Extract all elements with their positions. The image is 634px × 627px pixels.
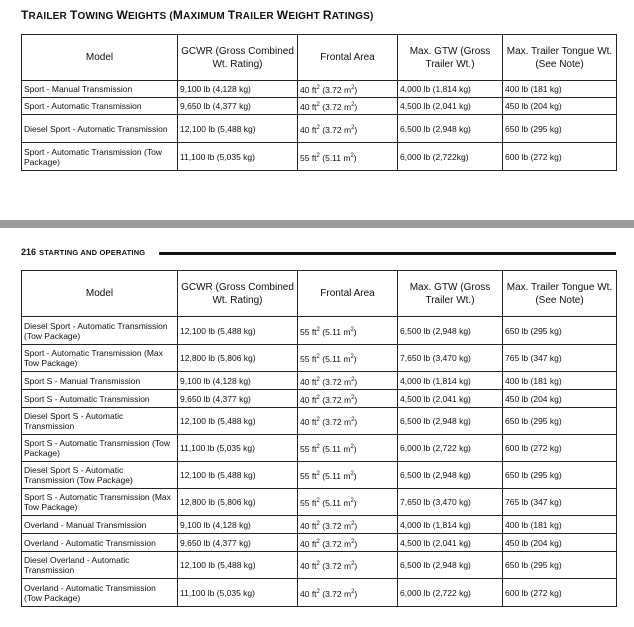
cell-text: ) bbox=[353, 497, 357, 508]
cell-text: 11,100 lb (5,035 kg) bbox=[180, 443, 255, 453]
towing-weights-table-1 bbox=[21, 34, 617, 171]
cell-frontal-area bbox=[298, 516, 398, 534]
superscript: 2 bbox=[316, 152, 320, 159]
cell-gcwr bbox=[178, 462, 298, 489]
cell-model bbox=[22, 516, 178, 534]
table-row bbox=[22, 516, 617, 534]
cell-max-gtw bbox=[398, 345, 503, 372]
cell-frontal-area bbox=[298, 579, 398, 607]
cell-text: 4,000 lb (1,814 kg) bbox=[400, 519, 471, 530]
cell-text: Sport S - Manual Transmission bbox=[24, 375, 141, 386]
cell-model bbox=[22, 462, 178, 489]
cell-gcwr bbox=[178, 143, 298, 171]
cell-max-gtw bbox=[398, 115, 503, 143]
superscript: 2 bbox=[316, 124, 320, 131]
cell-gcwr bbox=[178, 372, 298, 390]
cell-text: Overland - Manual Transmission bbox=[24, 519, 147, 530]
cell-text: 600 lb (272 kg) bbox=[505, 587, 562, 598]
cell-max-gtw bbox=[398, 408, 503, 435]
cell-text: 40 ft bbox=[300, 520, 317, 531]
table-row bbox=[22, 143, 617, 171]
cell-max-gtw bbox=[398, 552, 503, 579]
cell-text: Diesel Sport S - Automatic Transmission bbox=[24, 411, 124, 431]
cell-text: ) bbox=[353, 443, 357, 454]
cell-tongue-weight bbox=[503, 345, 617, 372]
cell-max-gtw bbox=[398, 143, 503, 171]
cell-text: 40 ft bbox=[300, 416, 317, 427]
cell-text: 12,100 lb (5,488 kg) bbox=[180, 560, 256, 570]
cell-tongue-weight bbox=[503, 390, 617, 408]
cell-text: ) bbox=[354, 84, 358, 95]
cell-model bbox=[22, 489, 178, 516]
col-tongue-weight: Max. Trailer Tongue Wt. (See Note) bbox=[503, 271, 617, 317]
cell-text: (3.72 m bbox=[319, 416, 352, 427]
cell-text: ) bbox=[354, 588, 358, 599]
cell-text: 11,100 lb (5,035 kg) bbox=[180, 587, 255, 598]
cell-max-gtw bbox=[398, 516, 503, 534]
cell-text: 55 ft bbox=[300, 326, 317, 337]
superscript: 2 bbox=[316, 561, 320, 568]
cell-text: ) bbox=[354, 124, 358, 135]
cell-gcwr bbox=[178, 408, 298, 435]
cell-gcwr bbox=[178, 552, 298, 579]
col-model: Model bbox=[22, 271, 178, 317]
cell-tongue-weight bbox=[503, 534, 617, 552]
cell-max-gtw bbox=[398, 372, 503, 390]
superscript: 2 bbox=[316, 354, 320, 361]
superscript: 2 bbox=[351, 376, 355, 383]
section-heading: TRAILER TOWING WEIGHTS (MAXIMUM TRAILER WEIGHT RATINGS) bbox=[21, 8, 374, 22]
table-row bbox=[22, 345, 617, 372]
cell-max-gtw bbox=[398, 579, 503, 607]
cell-text: 9,100 lb (4,128 kg) bbox=[180, 519, 251, 530]
cell-text: 6,000 lb (2,722 kg) bbox=[400, 443, 471, 453]
col-frontal-area: Frontal Area bbox=[298, 271, 398, 317]
cell-text: (3.72 m bbox=[319, 124, 352, 135]
cell-text: 4,000 lb (1,814 kg) bbox=[400, 375, 471, 386]
cell-text: 6,500 lb (2,948 kg) bbox=[400, 123, 471, 134]
superscript: 2 bbox=[316, 417, 320, 424]
cell-text: 650 lb (295 kg) bbox=[505, 123, 562, 134]
cell-text: (5.11 m bbox=[319, 353, 351, 364]
table-row bbox=[22, 489, 617, 516]
cell-frontal-area bbox=[298, 462, 398, 489]
superscript: 2 bbox=[316, 102, 320, 109]
table-row bbox=[22, 390, 617, 408]
cell-text: Sport S - Automatic Transmission (Max Tow Package) bbox=[24, 492, 171, 512]
cell-text: (3.72 m bbox=[319, 394, 352, 405]
cell-text: (5.11 m bbox=[319, 443, 351, 454]
cell-model bbox=[22, 143, 178, 171]
cell-text: 12,100 lb (5,488 kg) bbox=[180, 123, 256, 134]
superscript: 2 bbox=[316, 471, 320, 478]
cell-text: 40 ft bbox=[300, 588, 317, 599]
cell-text: 400 lb (181 kg) bbox=[505, 375, 562, 386]
table-2-body bbox=[22, 317, 617, 607]
cell-text: 4,500 lb (2,041 kg) bbox=[400, 537, 471, 548]
superscript: 2 bbox=[351, 85, 355, 92]
cell-text: 4,500 lb (2,041 kg) bbox=[400, 393, 471, 404]
cell-model bbox=[22, 534, 178, 552]
cell-frontal-area bbox=[298, 435, 398, 462]
cell-text: (5.11 m bbox=[319, 326, 351, 337]
cell-text: ) bbox=[353, 326, 357, 337]
superscript: 2 bbox=[351, 561, 355, 568]
col-model: Model bbox=[22, 35, 178, 81]
cell-text: Sport - Automatic Transmission bbox=[24, 101, 142, 111]
cell-frontal-area bbox=[298, 345, 398, 372]
cell-text: 650 lb (295 kg) bbox=[505, 416, 562, 426]
col-max-gtw: Max. GTW (Gross Trailer Wt.) bbox=[398, 271, 503, 317]
cell-tongue-weight bbox=[503, 317, 617, 345]
cell-tongue-weight bbox=[503, 516, 617, 534]
cell-text: (5.11 m bbox=[319, 152, 351, 163]
cell-text: 650 lb (295 kg) bbox=[505, 470, 562, 480]
superscript: 2 bbox=[351, 417, 355, 424]
superscript: 2 bbox=[350, 471, 354, 478]
cell-text: 9,650 lb (4,377 kg) bbox=[180, 393, 251, 404]
superscript: 2 bbox=[316, 394, 320, 401]
table-row bbox=[22, 372, 617, 390]
cell-text: ) bbox=[354, 101, 358, 112]
cell-text: ) bbox=[353, 152, 357, 163]
superscript: 2 bbox=[351, 394, 355, 401]
superscript: 2 bbox=[316, 538, 320, 545]
cell-text: (3.72 m bbox=[319, 84, 352, 95]
superscript: 2 bbox=[316, 326, 320, 333]
cell-gcwr bbox=[178, 81, 298, 98]
cell-gcwr bbox=[178, 579, 298, 607]
cell-tongue-weight bbox=[503, 81, 617, 98]
cell-text: Diesel Sport - Automatic Transmission bbox=[24, 123, 168, 134]
cell-tongue-weight bbox=[503, 372, 617, 390]
cell-frontal-area bbox=[298, 372, 398, 390]
table-row bbox=[22, 317, 617, 345]
cell-text: ) bbox=[354, 376, 358, 387]
cell-gcwr bbox=[178, 534, 298, 552]
cell-text: 40 ft bbox=[300, 376, 317, 387]
superscript: 2 bbox=[350, 326, 354, 333]
cell-model bbox=[22, 81, 178, 98]
table-row bbox=[22, 115, 617, 143]
cell-text: 12,800 lb (5,806 kg) bbox=[180, 497, 256, 507]
cell-text: 40 ft bbox=[300, 101, 317, 112]
cell-text: 11,100 lb (5,035 kg) bbox=[180, 151, 255, 162]
superscript: 2 bbox=[351, 538, 355, 545]
superscript: 2 bbox=[351, 520, 355, 527]
table-row bbox=[22, 534, 617, 552]
table-header-row bbox=[22, 271, 617, 317]
cell-text: 650 lb (295 kg) bbox=[505, 560, 562, 570]
cell-text: (5.11 m bbox=[319, 497, 351, 508]
cell-text: Diesel Sport S - Automatic Transmission (Tow Package) bbox=[24, 465, 133, 485]
cell-tongue-weight bbox=[503, 489, 617, 516]
table-row bbox=[22, 552, 617, 579]
cell-model bbox=[22, 390, 178, 408]
superscript: 2 bbox=[351, 102, 355, 109]
cell-tongue-weight bbox=[503, 579, 617, 607]
cell-max-gtw bbox=[398, 489, 503, 516]
cell-text: 4,000 lb (1,814 kg) bbox=[400, 84, 471, 94]
cell-text: (3.72 m bbox=[319, 101, 352, 112]
cell-text: 450 lb (204 kg) bbox=[505, 101, 562, 111]
cell-text: 6,500 lb (2,948 kg) bbox=[400, 325, 471, 336]
cell-text: Overland - Automatic Transmission bbox=[24, 537, 156, 548]
table-row bbox=[22, 98, 617, 115]
superscript: 2 bbox=[316, 498, 320, 505]
page-divider bbox=[0, 220, 634, 228]
cell-text: 12,100 lb (5,488 kg) bbox=[180, 416, 256, 426]
cell-tongue-weight bbox=[503, 98, 617, 115]
cell-text: (3.72 m bbox=[319, 376, 352, 387]
cell-text: 12,800 lb (5,806 kg) bbox=[180, 353, 256, 363]
cell-text: Sport - Manual Transmission bbox=[24, 84, 133, 94]
table-row bbox=[22, 462, 617, 489]
cell-text: 600 lb (272 kg) bbox=[505, 443, 562, 453]
cell-max-gtw bbox=[398, 317, 503, 345]
cell-model bbox=[22, 435, 178, 462]
cell-model bbox=[22, 408, 178, 435]
cell-text: 7,650 lb (3,470 kg) bbox=[400, 497, 471, 507]
cell-text: (3.72 m bbox=[319, 560, 352, 571]
cell-text: 40 ft bbox=[300, 538, 317, 549]
cell-tongue-weight bbox=[503, 552, 617, 579]
cell-text: 40 ft bbox=[300, 560, 317, 571]
superscript: 2 bbox=[316, 444, 320, 451]
cell-frontal-area bbox=[298, 489, 398, 516]
cell-text: 40 ft bbox=[300, 124, 317, 135]
towing-weights-table-2 bbox=[21, 270, 617, 607]
col-tongue-weight: Max. Trailer Tongue Wt. (See Note) bbox=[503, 35, 617, 81]
cell-model bbox=[22, 98, 178, 115]
cell-frontal-area bbox=[298, 408, 398, 435]
cell-text: 12,100 lb (5,488 kg) bbox=[180, 470, 256, 480]
cell-text: 9,100 lb (4,128 kg) bbox=[180, 84, 251, 94]
superscript: 2 bbox=[316, 520, 320, 527]
cell-text: 6,500 lb (2,948 kg) bbox=[400, 470, 471, 480]
cell-text: 600 lb (272 kg) bbox=[505, 151, 562, 162]
cell-text: 55 ft bbox=[300, 443, 317, 454]
col-gcwr: GCWR (Gross Combined Wt. Rating) bbox=[178, 35, 298, 81]
table-row bbox=[22, 579, 617, 607]
cell-text: 650 lb (295 kg) bbox=[505, 325, 562, 336]
cell-text: Sport S - Automatic Transmission bbox=[24, 393, 150, 404]
cell-text: 6,500 lb (2,948 kg) bbox=[400, 416, 471, 426]
cell-text: Sport - Automatic Transmission (Max Tow Package) bbox=[24, 348, 163, 368]
cell-text: 9,650 lb (4,377 kg) bbox=[180, 101, 251, 111]
cell-max-gtw bbox=[398, 98, 503, 115]
cell-max-gtw bbox=[398, 462, 503, 489]
cell-gcwr bbox=[178, 390, 298, 408]
superscript: 2 bbox=[350, 152, 354, 159]
cell-frontal-area bbox=[298, 115, 398, 143]
cell-frontal-area bbox=[298, 317, 398, 345]
cell-text: Sport - Automatic Transmission (Tow Package) bbox=[24, 146, 162, 167]
cell-max-gtw bbox=[398, 81, 503, 98]
cell-text: (3.72 m bbox=[319, 520, 352, 531]
cell-text: (3.72 m bbox=[319, 588, 352, 599]
col-max-gtw: Max. GTW (Gross Trailer Wt.) bbox=[398, 35, 503, 81]
cell-text: Sport S - Automatic Transmission (Tow Package) bbox=[24, 438, 170, 458]
cell-max-gtw bbox=[398, 435, 503, 462]
cell-text: ) bbox=[354, 416, 358, 427]
cell-text: 4,500 lb (2,041 kg) bbox=[400, 101, 471, 111]
cell-text: 6,500 lb (2,948 kg) bbox=[400, 560, 471, 570]
header-rule bbox=[159, 252, 616, 255]
table-1-body bbox=[22, 81, 617, 171]
page-number: 216 bbox=[21, 247, 37, 257]
cell-text: 400 lb (181 kg) bbox=[505, 519, 562, 530]
cell-model bbox=[22, 552, 178, 579]
table-row bbox=[22, 435, 617, 462]
cell-text: 450 lb (204 kg) bbox=[505, 537, 562, 548]
cell-text: 55 ft bbox=[300, 470, 317, 481]
superscript: 2 bbox=[350, 498, 354, 505]
cell-gcwr bbox=[178, 435, 298, 462]
cell-model bbox=[22, 115, 178, 143]
page-header bbox=[21, 247, 616, 259]
cell-text: ) bbox=[353, 353, 357, 364]
cell-text: 40 ft bbox=[300, 394, 317, 405]
cell-text: ) bbox=[354, 394, 358, 405]
cell-text: (3.72 m bbox=[319, 538, 352, 549]
superscript: 2 bbox=[316, 588, 320, 595]
table-header-row bbox=[22, 35, 617, 81]
cell-text: Overland - Automatic Transmission (Tow Package) bbox=[24, 582, 156, 603]
cell-gcwr bbox=[178, 115, 298, 143]
superscript: 2 bbox=[351, 124, 355, 131]
cell-text: 7,650 lb (3,470 kg) bbox=[400, 353, 471, 363]
cell-text: Diesel Overland - Automatic Transmission bbox=[24, 555, 130, 575]
cell-text: ) bbox=[354, 520, 358, 531]
cell-gcwr bbox=[178, 98, 298, 115]
cell-text: 450 lb (204 kg) bbox=[505, 393, 562, 404]
cell-model bbox=[22, 579, 178, 607]
cell-gcwr bbox=[178, 317, 298, 345]
cell-text: ) bbox=[354, 538, 358, 549]
cell-model bbox=[22, 317, 178, 345]
cell-text: 765 lb (347 kg) bbox=[505, 497, 562, 507]
section-title: STARTING AND OPERATING bbox=[39, 248, 146, 257]
cell-frontal-area bbox=[298, 143, 398, 171]
col-gcwr: GCWR (Gross Combined Wt. Rating) bbox=[178, 271, 298, 317]
superscript: 2 bbox=[350, 354, 354, 361]
cell-text: 12,100 lb (5,488 kg) bbox=[180, 325, 256, 336]
col-frontal-area: Frontal Area bbox=[298, 35, 398, 81]
cell-frontal-area bbox=[298, 81, 398, 98]
cell-tongue-weight bbox=[503, 435, 617, 462]
superscript: 2 bbox=[316, 85, 320, 92]
cell-tongue-weight bbox=[503, 143, 617, 171]
table-row bbox=[22, 408, 617, 435]
cell-text: 55 ft bbox=[300, 497, 317, 508]
cell-text: 55 ft bbox=[300, 152, 317, 163]
cell-model bbox=[22, 345, 178, 372]
cell-gcwr bbox=[178, 489, 298, 516]
cell-text: 400 lb (181 kg) bbox=[505, 84, 562, 94]
cell-text: 40 ft bbox=[300, 84, 317, 95]
cell-tongue-weight bbox=[503, 115, 617, 143]
cell-gcwr bbox=[178, 345, 298, 372]
cell-text: 9,100 lb (4,128 kg) bbox=[180, 375, 251, 386]
cell-text: 765 lb (347 kg) bbox=[505, 353, 562, 363]
cell-tongue-weight bbox=[503, 462, 617, 489]
superscript: 2 bbox=[316, 376, 320, 383]
cell-frontal-area bbox=[298, 534, 398, 552]
cell-max-gtw bbox=[398, 534, 503, 552]
cell-text: 6,000 lb (2,722kg) bbox=[400, 151, 469, 162]
cell-text: ) bbox=[353, 470, 357, 481]
cell-frontal-area bbox=[298, 552, 398, 579]
superscript: 2 bbox=[351, 588, 355, 595]
cell-max-gtw bbox=[398, 390, 503, 408]
cell-frontal-area bbox=[298, 98, 398, 115]
table-row bbox=[22, 81, 617, 98]
cell-frontal-area bbox=[298, 390, 398, 408]
cell-text: 9,650 lb (4,377 kg) bbox=[180, 537, 251, 548]
cell-text: ) bbox=[354, 560, 358, 571]
cell-text: 55 ft bbox=[300, 353, 317, 364]
superscript: 2 bbox=[350, 444, 354, 451]
cell-tongue-weight bbox=[503, 408, 617, 435]
cell-text: 6,000 lb (2,722 kg) bbox=[400, 587, 471, 598]
cell-text: Diesel Sport - Automatic Transmission (Tow Package) bbox=[24, 320, 168, 341]
cell-gcwr bbox=[178, 516, 298, 534]
cell-text: (5.11 m bbox=[319, 470, 351, 481]
cell-model bbox=[22, 372, 178, 390]
